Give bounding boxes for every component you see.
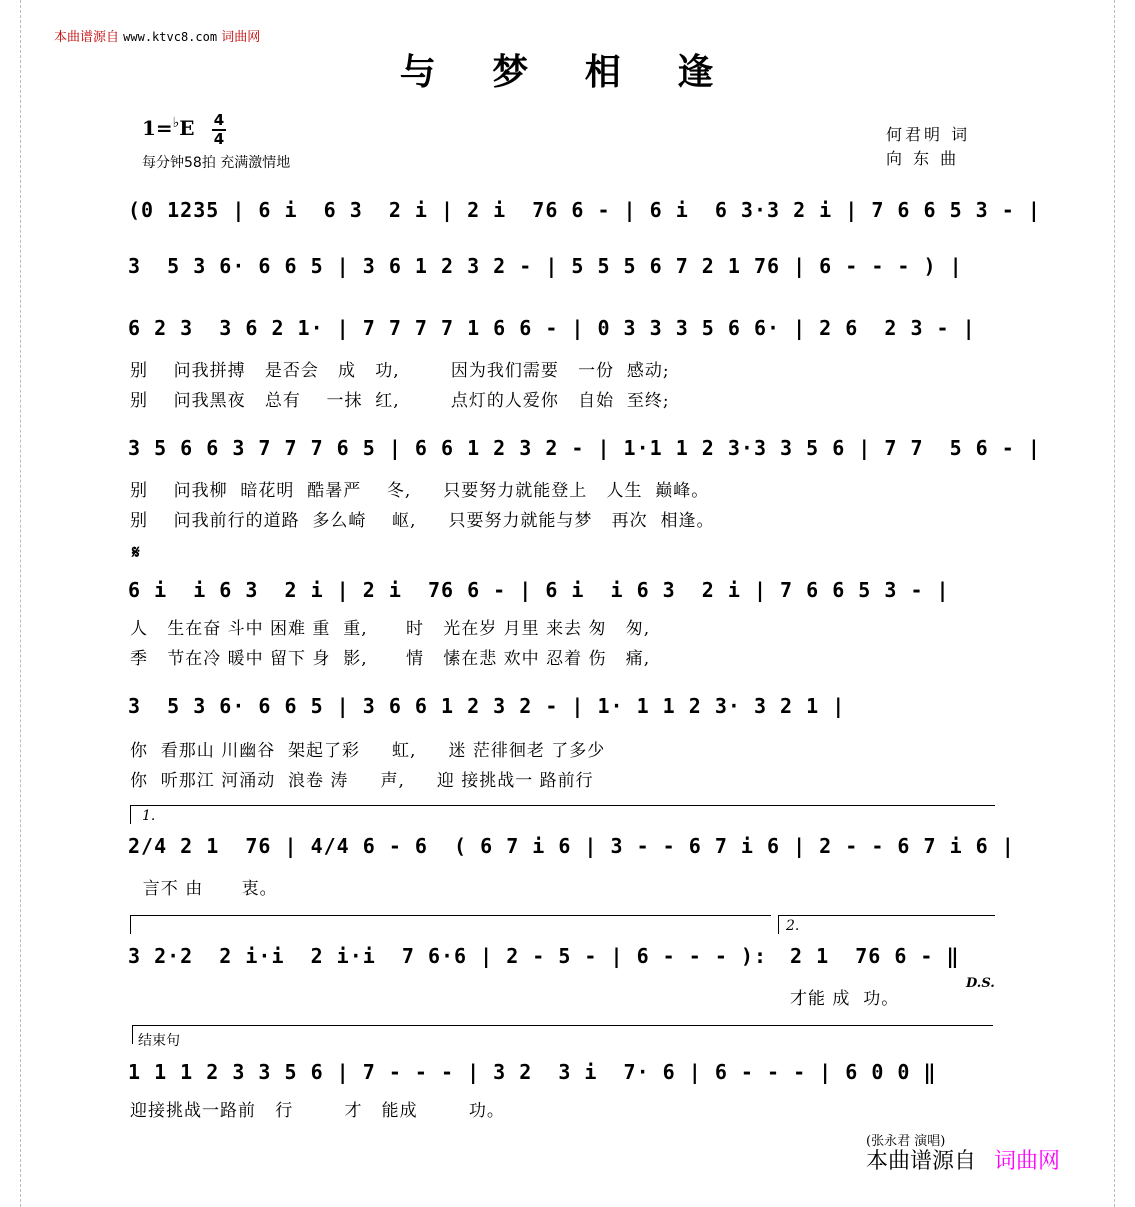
score-line-7 (128, 834, 1015, 866)
score-line-6 (128, 694, 998, 726)
volta-2-label: 2. (786, 918, 800, 934)
volta-1-bracket (130, 805, 995, 824)
notes-line-4: 3 5 6 6 3 7 7 7 6 5 | 6 6 1 2 3 2 - | 1·1 1 2 3·3 3 5 6 | 7 7 5 6 - | (128, 436, 1041, 460)
composer-credit: 向 东 曲 (886, 149, 960, 168)
notes-line-2: 3 5 3 6· 6 6 5 | 3 6 1 2 3 2 - | 5 5 5 6 7 2 1 76 | 6 - - - ) | (128, 254, 963, 278)
lyric-line-4-verse-1: 别 问我柳 暗花明 酷暑严 冬, 只要努力就能登上 人生 巅峰。 (130, 481, 710, 501)
time-bottom: 4 (213, 130, 225, 148)
right-dashed-border (1114, 0, 1116, 1207)
site-footer[interactable] (866, 1144, 1060, 1175)
lyric-line-9: 迎接挑战一路前 行 才 能成 功。 (130, 1101, 505, 1121)
notes-line-1: (0 1235 | 6 i 6 3 2 i | 2 i 76 6 - | 6 i 6 3·3 2 i | 7 6 6 5 3 - | (128, 198, 1041, 222)
lyric-line-5-verse-1: 人 生在奋 斗中 困难 重 重, 时 光在岁 月里 来去 匆 匆, (130, 619, 651, 639)
notes-line-7: 2/4 2 1 76 | 4/4 6 - 6 ( 6 7 i 6 | 3 - - 6 7 i 6 | 2 - - 6 7 i 6 | (128, 834, 1015, 858)
lyric-line-3-verse-2: 别 问我黑夜 总有 一抹 红, 点灯的人爱你 自始 至终; (130, 391, 670, 411)
notes-line-8-ending: 2 1 76 6 - ‖ (790, 944, 960, 968)
footer-brand[interactable]: 词曲网 (994, 1149, 1061, 1174)
score-line-9 (128, 1060, 998, 1092)
lyric-line-8-ending: 才能 成 功。 (790, 989, 900, 1009)
lyric-line-4-verse-2: 别 问我前行的道路 多么崎 岖, 只要努力就能与梦 再次 相逢。 (130, 511, 715, 531)
notes-line-5: 6 i i 6 3 2 i | 2 i 76 6 - | 6 i i 6 3 2 i | 7 6 6 5 3 - | (128, 578, 950, 602)
coda-label: 结束句 (138, 1033, 180, 1049)
tempo-marking: 每分钟58拍 充满激情地 (142, 155, 291, 171)
lyricist-credit: 何君明 词 (886, 125, 971, 144)
footer-site-text: 本曲谱源自 (866, 1149, 977, 1174)
score-line-4 (128, 436, 1041, 468)
site-header[interactable] (54, 26, 260, 45)
key-signature (142, 116, 195, 140)
repeat-section-bracket (130, 915, 771, 934)
lyric-line-6-verse-1: 你 看那山 川幽谷 架起了彩 虹, 迷 茫徘徊老 了多少 (130, 741, 606, 761)
notes-line-9: 1 1 1 2 3 3 5 6 | 7 - - - | 3 2 3 i 7· 6 | 6 - - - | 6 0 0 ‖ (128, 1060, 937, 1084)
score-line-8-ending (790, 944, 990, 976)
left-dashed-border (20, 0, 22, 1207)
singer-credit: (张永君 演唱) (866, 1134, 946, 1149)
site-name: 词曲网 (221, 30, 261, 45)
dal-segno-mark: D.S. (966, 976, 995, 991)
site-url[interactable]: www.ktvc8.com (123, 30, 218, 44)
lyric-line-5-verse-2: 季 节在冷 暖中 留下 身 影, 情 愫在悲 欢中 忍着 伤 痛, (130, 649, 651, 669)
score-line-3 (128, 316, 998, 348)
key-letter: E (179, 116, 195, 140)
key-flat: ♭ (172, 115, 180, 131)
segno-sign: 𝄋 (132, 542, 140, 563)
site-prefix: 本曲谱源自 (54, 30, 120, 45)
score-line-1 (128, 198, 1041, 230)
notes-line-6: 3 5 3 6· 6 6 5 | 3 6 6 1 2 3 2 - | 1· 1 1 2 3· 3 2 1 | (128, 694, 846, 718)
notes-line-3: 6 2 3 3 6 2 1· | 7 7 7 7 1 6 6 - | 0 3 3 3 5 6 6· | 2 6 2 3 - | (128, 316, 976, 340)
score-line-2 (128, 254, 998, 286)
lyric-line-3-verse-1: 别 问我拼搏 是否会 成 功, 因为我们需要 一份 感动; (130, 361, 670, 381)
time-top: 4 (213, 111, 225, 129)
volta-2-bracket (778, 915, 995, 934)
score-line-5 (128, 578, 998, 610)
lyric-line-7: 言不 由 衷。 (130, 879, 278, 899)
key-prefix: 1= (142, 116, 173, 140)
time-signature (212, 112, 226, 148)
volta-1-label: 1. (142, 808, 156, 824)
lyric-line-6-verse-2: 你 听那江 河涌动 浪卷 涛 声, 迎 接挑战一 路前行 (130, 771, 594, 791)
song-title: 与 梦 相 逢 (399, 51, 736, 93)
score-line-8 (128, 944, 768, 976)
coda-bracket (132, 1025, 993, 1044)
notes-line-8: 3 2·2 2 i·i 2 i·i 7 6·6 | 2 - 5 - | 6 - - - ): (128, 944, 768, 968)
